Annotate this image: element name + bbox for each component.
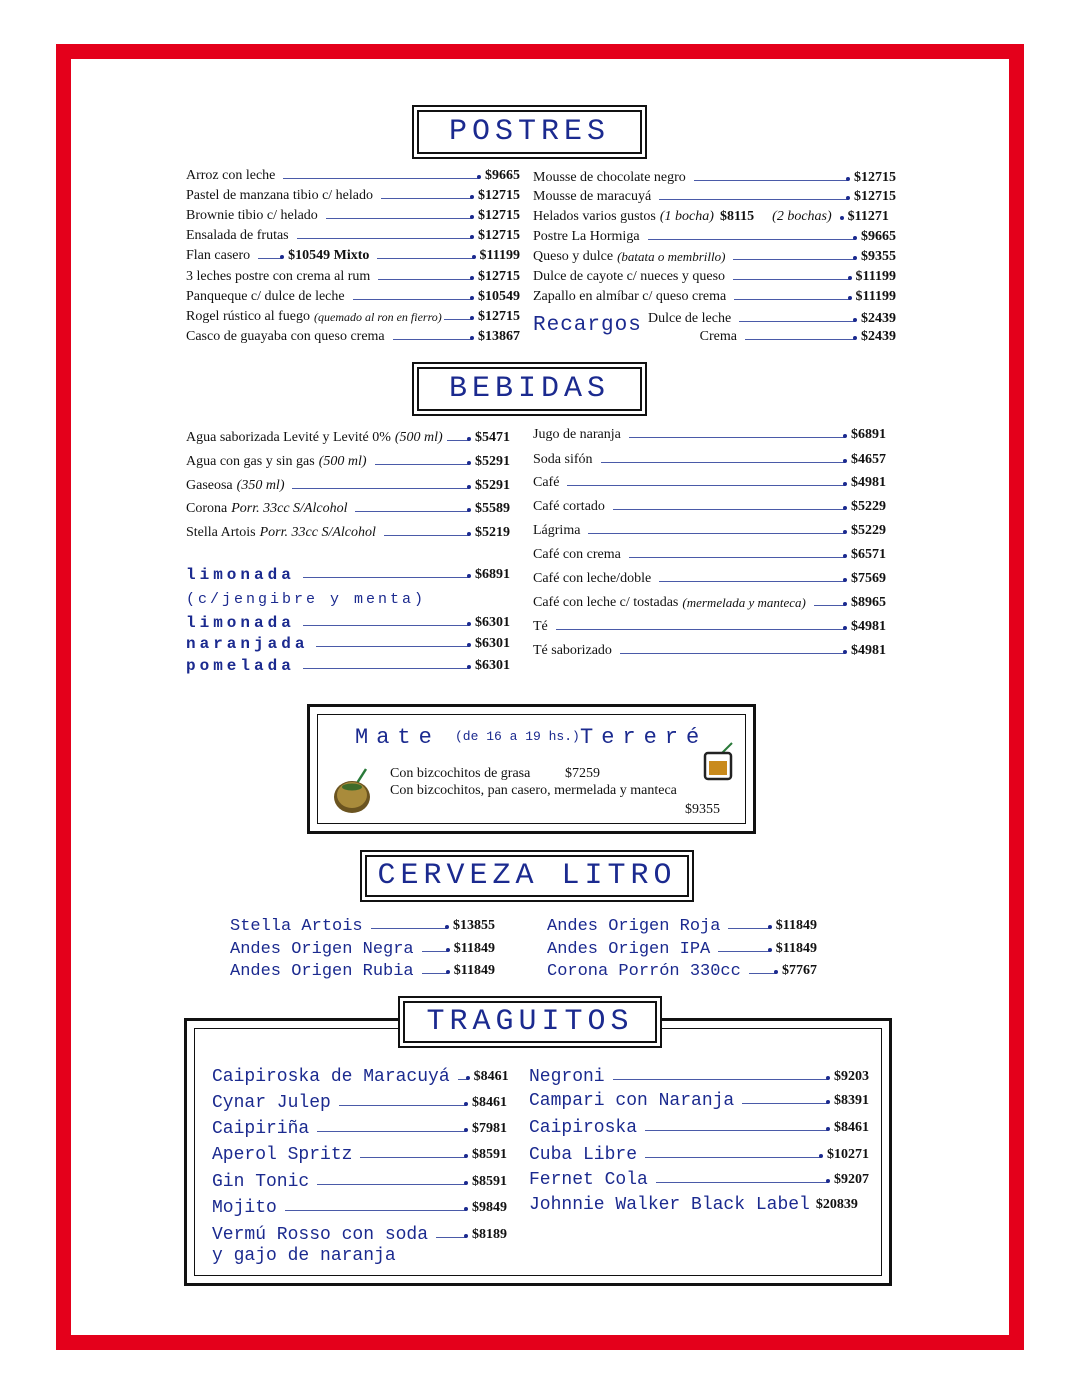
menu-item: Gaseosa (350 ml) $5291: [186, 478, 510, 493]
menu-item: Ensalada de frutas $12715: [186, 228, 520, 243]
beer-item: Stella Artois $13855: [230, 916, 495, 936]
menu-item: Café cortado $5229: [533, 499, 886, 514]
mate-line-2: Con bizcochitos, pan casero, mermelada y manteca: [390, 783, 677, 798]
beer-item: Andes Origen IPA $11849: [547, 939, 817, 959]
menu-item: Arroz con leche $9665: [186, 168, 520, 183]
menu-item: Pastel de manzana tibio c/ helado $12715: [186, 188, 520, 203]
menu-item: Flan casero $10549 Mixto $11199: [186, 248, 520, 263]
cerveza-title: CERVEZA LITRO: [365, 855, 689, 897]
beer-item: Andes Origen Rubia $11849: [230, 961, 495, 981]
drink-item: Mojito $9849: [212, 1198, 507, 1218]
bebidas-title: BEBIDAS: [417, 367, 642, 411]
menu-item: Corona Porr. 33cc S/Alcohol $5589: [186, 501, 510, 516]
terere-label: Tereré: [580, 725, 708, 750]
recargos-label: Recargos: [533, 314, 642, 337]
beer-item: Andes Origen Roja $11849: [547, 916, 817, 936]
menu-item: Brownie tibio c/ helado $12715: [186, 208, 520, 223]
drink-item: Cuba Libre $10271: [529, 1145, 869, 1165]
menu-item: Helados varios gustos (1 bocha) $8115 (2 bochas) $11271: [533, 209, 889, 224]
beer-item: Andes Origen Negra $11849: [230, 939, 495, 959]
mate-gourd-icon: [330, 765, 378, 815]
menu-item: Mousse de maracuyá $12715: [533, 189, 896, 204]
menu-item: Soda sifón $4657: [533, 452, 886, 467]
limonada-item: pomelada $6301: [186, 657, 510, 675]
drink-item: Fernet Cola $9207: [529, 1170, 869, 1190]
drink-item: Johnnie Walker Black Label $20839: [529, 1195, 858, 1215]
traguitos-title: TRAGUITOS: [403, 1001, 657, 1043]
menu-item: Dulce de leche $2439: [648, 311, 896, 326]
menu-item: Crema $2439: [699, 329, 896, 344]
beer-item: Corona Porrón 330cc $7767: [547, 961, 817, 981]
menu-item: Té $4981: [533, 619, 886, 634]
menu-item: Café $4981: [533, 475, 886, 490]
drink-item: Caipiriña $7981: [212, 1119, 507, 1139]
menu-item: Café con crema $6571: [533, 547, 886, 562]
drink-item: Vermú Rosso con soda $8189: [212, 1225, 507, 1245]
limonada-note: (c/jengibre y menta): [186, 590, 427, 608]
menu-item: Jugo de naranja $6891: [533, 427, 886, 442]
mate-label: Mate: [355, 725, 440, 750]
menu-item: Rogel rústico al fuego (quemado al ron en fierro) $12715: [186, 309, 520, 324]
drink-item: Gin Tonic $8591: [212, 1172, 507, 1192]
limonada-item: naranjada $6301: [186, 635, 510, 653]
menu-item: Zapallo en almíbar c/ queso crema $11199: [533, 289, 896, 304]
menu-item: Café con leche/doble $7569: [533, 571, 886, 586]
terere-glass-icon: [702, 741, 738, 781]
postres-title: POSTRES: [417, 110, 642, 154]
menu-item: Panqueque c/ dulce de leche $10549: [186, 289, 520, 304]
menu-item: Queso y dulce (batata o membrillo) $9355: [533, 249, 896, 264]
menu-item: Postre La Hormiga $9665: [533, 229, 896, 244]
menu-item: Té saborizado $4981: [533, 643, 886, 658]
drink-item: Campari con Naranja $8391: [529, 1091, 869, 1111]
drink-item: Caipiroska de Maracuyá $8461: [212, 1067, 509, 1087]
mate-price-2: $9355: [685, 802, 720, 817]
menu-item: 3 leches postre con crema al rum $12715: [186, 269, 520, 284]
drink-item: Caipiroska $8461: [529, 1118, 869, 1138]
mate-line-1: Con bizcochitos de grasa: [390, 766, 531, 781]
drink-item: Cynar Julep $8461: [212, 1093, 507, 1113]
drink-item-continued: y gajo de naranja: [212, 1246, 396, 1266]
menu-item: Dulce de cayote c/ nueces y queso $11199: [533, 269, 896, 284]
drink-item: Negroni $9203: [529, 1067, 869, 1087]
menu-item: Lágrima $5229: [533, 523, 886, 538]
limonada-item: limonada $6301: [186, 614, 510, 632]
menu-item: Café con leche c/ tostadas (mermelada y manteca) $8965: [533, 595, 886, 610]
menu-item: Agua saborizada Levité y Levité 0% (500 ml) $5471: [186, 430, 510, 445]
drink-item: Aperol Spritz $8591: [212, 1145, 507, 1165]
menu-item: Mousse de chocolate negro $12715: [533, 170, 896, 185]
mate-hours: (de 16 a 19 hs.): [455, 729, 580, 744]
menu-item: Casco de guayaba con queso crema $13867: [186, 329, 520, 344]
menu-item: Stella Artois Porr. 33cc S/Alcohol $5219: [186, 525, 510, 540]
mate-price-1: $7259: [565, 766, 600, 781]
mate-box: [307, 704, 756, 834]
menu-item: Agua con gas y sin gas (500 ml) $5291: [186, 454, 510, 469]
limonada-item: limonada $6891: [186, 566, 510, 584]
